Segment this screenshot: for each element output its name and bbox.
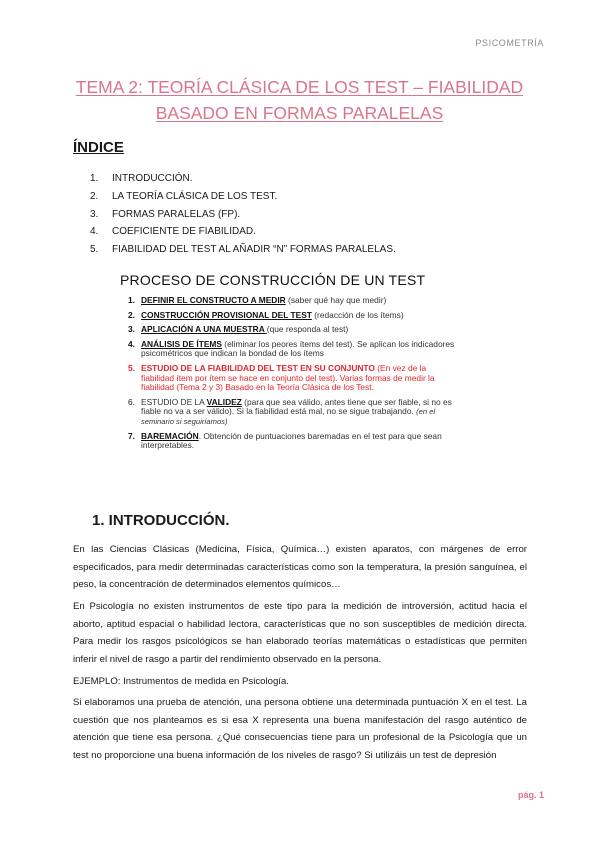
figure-steps [118,296,478,451]
step-number: 6. [128,396,135,407]
figure-step [118,296,478,306]
step-body [141,340,456,359]
table-of-contents [90,170,396,259]
step-body [141,296,456,306]
step-prefix: ESTUDIO DE LA [141,396,207,407]
page-number: pág. 1 [517,790,544,800]
step-text: (saber qué hay que medir) [285,295,387,305]
paragraph: En Psicología no existen instrumentos de este tipo para la medición de introversión, actitud hacia el aborto, aptitud espacial o habilidad lectora, características que no son susceptibles de medición directa. Para medir los rasgos psicológicos se han elaborado teorías matemáticas o estadísticas que permiten inferir el nivel de rasgo a partir del rendimiento observado en la persona. [73,601,527,665]
toc-item [90,170,396,188]
figure-step [118,398,478,427]
step-key: APLICACIÓN A UNA MUESTRA [141,324,267,335]
page-title [0,74,599,126]
step-text: (que responda al test) [266,324,349,335]
toc-label: COEFICIENTE DE FIABILIDAD. [112,226,256,238]
toc-item [90,206,396,224]
toc-number: 3. [90,208,99,220]
step-key: BAREMACIÓN [141,430,199,441]
paragraph: Si elaboramos una prueba de atención, una persona obtiene una determinada puntuación X en el test. La cuestión que nos planteamos es si esa X representa una buena manifestación del rasgo auténtico de atención que tiene esa persona. ¿Qué consecuencias tiene para un profesional de la Psicología que un test no proporcione una buena información de los niveles de rasgo? Si utilizáis un test de depresión [73,697,527,761]
toc-label: LA TEORÍA CLÁSICA DE LOS TEST. [112,190,278,202]
toc-item [90,241,396,259]
step-text: . Obtención de puntuaciones baremadas en el test para que sean interpretables. [141,430,442,451]
toc-number: 1. [90,173,99,184]
toc-number: 2. [90,190,99,202]
title-line-2: BASADO EN FORMAS PARALELAS [155,103,444,123]
step-key: CONSTRUCCIÓN PROVISIONAL DEL TEST [141,309,312,320]
step-number: 3. [128,324,135,335]
step-key: ANÁLISIS DE ÍTEMS [141,338,222,349]
section-heading: 1. INTRODUCCIÓN. [92,512,230,529]
step-number: 7. [128,430,135,441]
step-body [141,398,456,427]
step-note: (en el seminario si seguiríamos) [141,407,436,426]
figure-step-highlighted [118,364,478,393]
figure-step [118,432,478,451]
step-number: 4. [128,338,135,349]
title-line-1: TEMA 2: TEORÍA CLÁSICA DE LOS TEST – FIABILIDAD [75,77,524,97]
step-key: ESTUDIO DE LA FIABILIDAD DEL TEST EN SU CONJUNTO [141,362,375,373]
figure-step [118,311,478,321]
toc-item [90,188,396,206]
step-text: (para que sea válido, antes tiene que ser fiable, si no es fiable no va a ser válido). Si la fiabilidad está mal, no se sigue trabajando. [141,396,452,417]
step-number: 2. [128,309,135,320]
figure-title: PROCESO DE CONSTRUCCIÓN DE UN TEST [120,272,426,288]
toc-number: 4. [90,226,99,238]
step-text: (En vez de la fiabilidad ítem por ítem se hace en conjunto del test). Varias formas de medir la fiabilidad (Tema 2 y 3) Basado en la Teoría Clásica de los Test. [141,362,435,393]
header-label: PSICOMETRÍA [475,38,544,48]
paragraph: En las Ciencias Clásicas (Medicina, Física, Química…) existen aparatos, con márgenes de error especificados, para medir determinadas características como son la temperatura, la presión sanguínea, el peso, la concentración de determinados elementos químicos… [73,544,527,591]
step-body [141,432,456,451]
toc-label: FIABILIDAD DEL TEST AL AÑADIR “N” FORMAS PARALELAS. [112,244,396,256]
step-key: DEFINIR EL CONSTRUCTO A MEDIR [141,295,286,305]
paragraph: EJEMPLO: Instrumentos de medida en Psicología. [73,676,289,687]
step-body [141,311,456,321]
step-number: 1. [128,295,135,305]
toc-number: 5. [90,244,99,256]
index-heading: ÍNDICE [73,139,124,156]
toc-label: FORMAS PARALELAS (FP). [112,208,241,220]
step-text: (redacción de los ítems) [311,309,404,320]
step-body [141,364,456,393]
toc-item [90,223,396,241]
figure-step [118,325,478,335]
step-body [141,325,456,335]
step-key: VALIDEZ [206,396,242,407]
step-text: (eliminar los peores ítems del test). Se aplican los indicadores psicométricos que indican la bondad de los ítems [141,338,455,359]
toc-label: INTRODUCCIÓN. [112,173,193,184]
step-number: 5. [128,362,135,373]
figure-step [118,340,478,359]
process-figure [118,272,478,456]
